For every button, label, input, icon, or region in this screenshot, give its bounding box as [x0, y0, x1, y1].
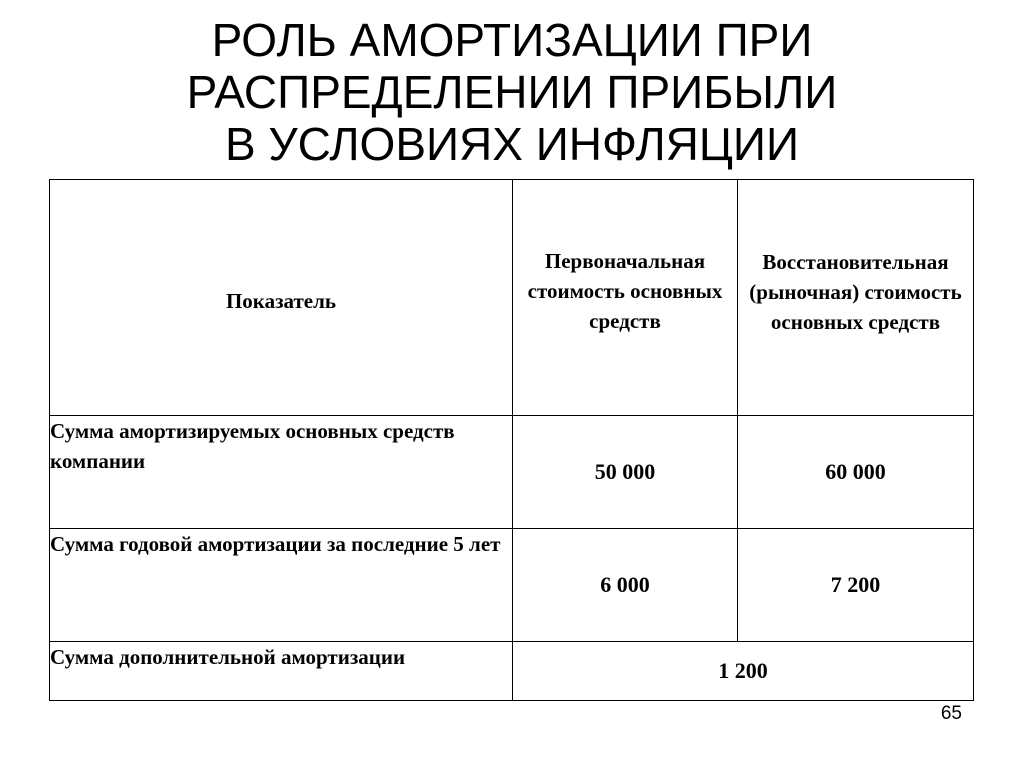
row-replacement-value: 60 000	[738, 416, 974, 529]
table-row	[50, 642, 974, 701]
title-line-3: В УСЛОВИЯХ ИНФЛЯЦИИ	[224, 118, 800, 170]
row-original-value: 6 000	[513, 529, 738, 642]
amortization-table	[49, 179, 974, 701]
title-line-1: РОЛЬ АМОРТИЗАЦИИ ПРИ	[211, 14, 813, 66]
header-original-cost: Первоначальная стоимость основных средств	[513, 180, 738, 416]
table-row	[50, 416, 974, 529]
header-indicator: Показатель	[50, 180, 513, 416]
row-replacement-value: 7 200	[738, 529, 974, 642]
row-combined-value: 1 200	[513, 642, 974, 701]
title-line-2: РАСПРЕДЕЛЕНИИ ПРИБЫЛИ	[186, 66, 838, 118]
slide-title	[0, 14, 1024, 170]
row-original-value: 50 000	[513, 416, 738, 529]
header-replacement-cost: Восстановительная (рыночная) стоимость основных средств	[738, 180, 974, 416]
page-number: 65	[940, 703, 962, 724]
row-label: Сумма дополнительной амортизации	[50, 642, 513, 701]
table-row	[50, 529, 974, 642]
row-label: Сумма годовой амортизации за последние 5 лет	[50, 529, 513, 642]
row-label: Сумма амортизируемых основных средств компании	[50, 416, 513, 529]
table-header-row	[50, 180, 974, 416]
